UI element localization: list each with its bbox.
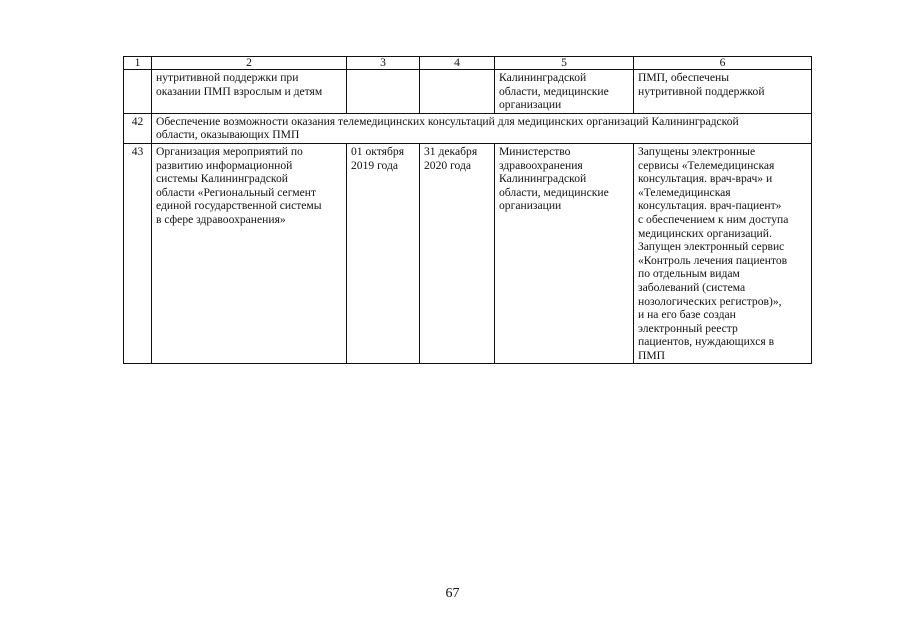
- row-number-cell: 43: [124, 143, 152, 364]
- page-number: 67: [445, 586, 460, 601]
- column-number-3: 3: [347, 57, 420, 70]
- executor-cell: Калининградской области, медицинские организации: [495, 70, 634, 114]
- table-row-continued: [124, 70, 812, 114]
- end-date-cell: [420, 70, 495, 114]
- result-cell: ПМП, обеспечены нутритивной поддержкой: [634, 70, 812, 114]
- section-heading-cell: Обеспечение возможности оказания телемедицинских консультаций для медицинских организаций Калининградской области, оказывающих ПМП: [152, 113, 812, 143]
- column-number-6: 6: [634, 57, 812, 70]
- column-number-1: 1: [124, 57, 152, 70]
- column-number-5: 5: [495, 57, 634, 70]
- measure-cell: Организация мероприятий по развитию информационной системы Калининградской области «Региональный сегмент единой государственной системы в сфере здравоохранения»: [152, 143, 347, 364]
- executor-cell: Министерство здравоохранения Калининградской области, медицинские организации: [495, 143, 634, 364]
- column-number-2: 2: [152, 57, 347, 70]
- column-number-row: [124, 57, 812, 70]
- result-cell: Запущены электронные сервисы «Телемедицинская консультация. врач-врач» и «Телемедицинская консультация. врач-пациент» с обеспечением к ним доступа медицинских организаций. Запущен электронный сервис «Контроль лечения пациентов по отдельным видам заболеваний (система нозологических регистров)», и на его базе создан электронный реестр пациентов, нуждающихся в ПМП: [634, 143, 812, 364]
- column-number-4: 4: [420, 57, 495, 70]
- measure-cell: нутритивной поддержки при оказании ПМП взрослым и детям: [152, 70, 347, 114]
- plan-table: [123, 56, 812, 364]
- row-number-cell: [124, 70, 152, 114]
- table-row-42: [124, 113, 812, 143]
- row-number-cell: 42: [124, 113, 152, 143]
- start-date-cell: [347, 70, 420, 114]
- table-row-43: [124, 143, 812, 364]
- start-date-cell: 01 октября 2019 года: [347, 143, 420, 364]
- end-date-cell: 31 декабря 2020 года: [420, 143, 495, 364]
